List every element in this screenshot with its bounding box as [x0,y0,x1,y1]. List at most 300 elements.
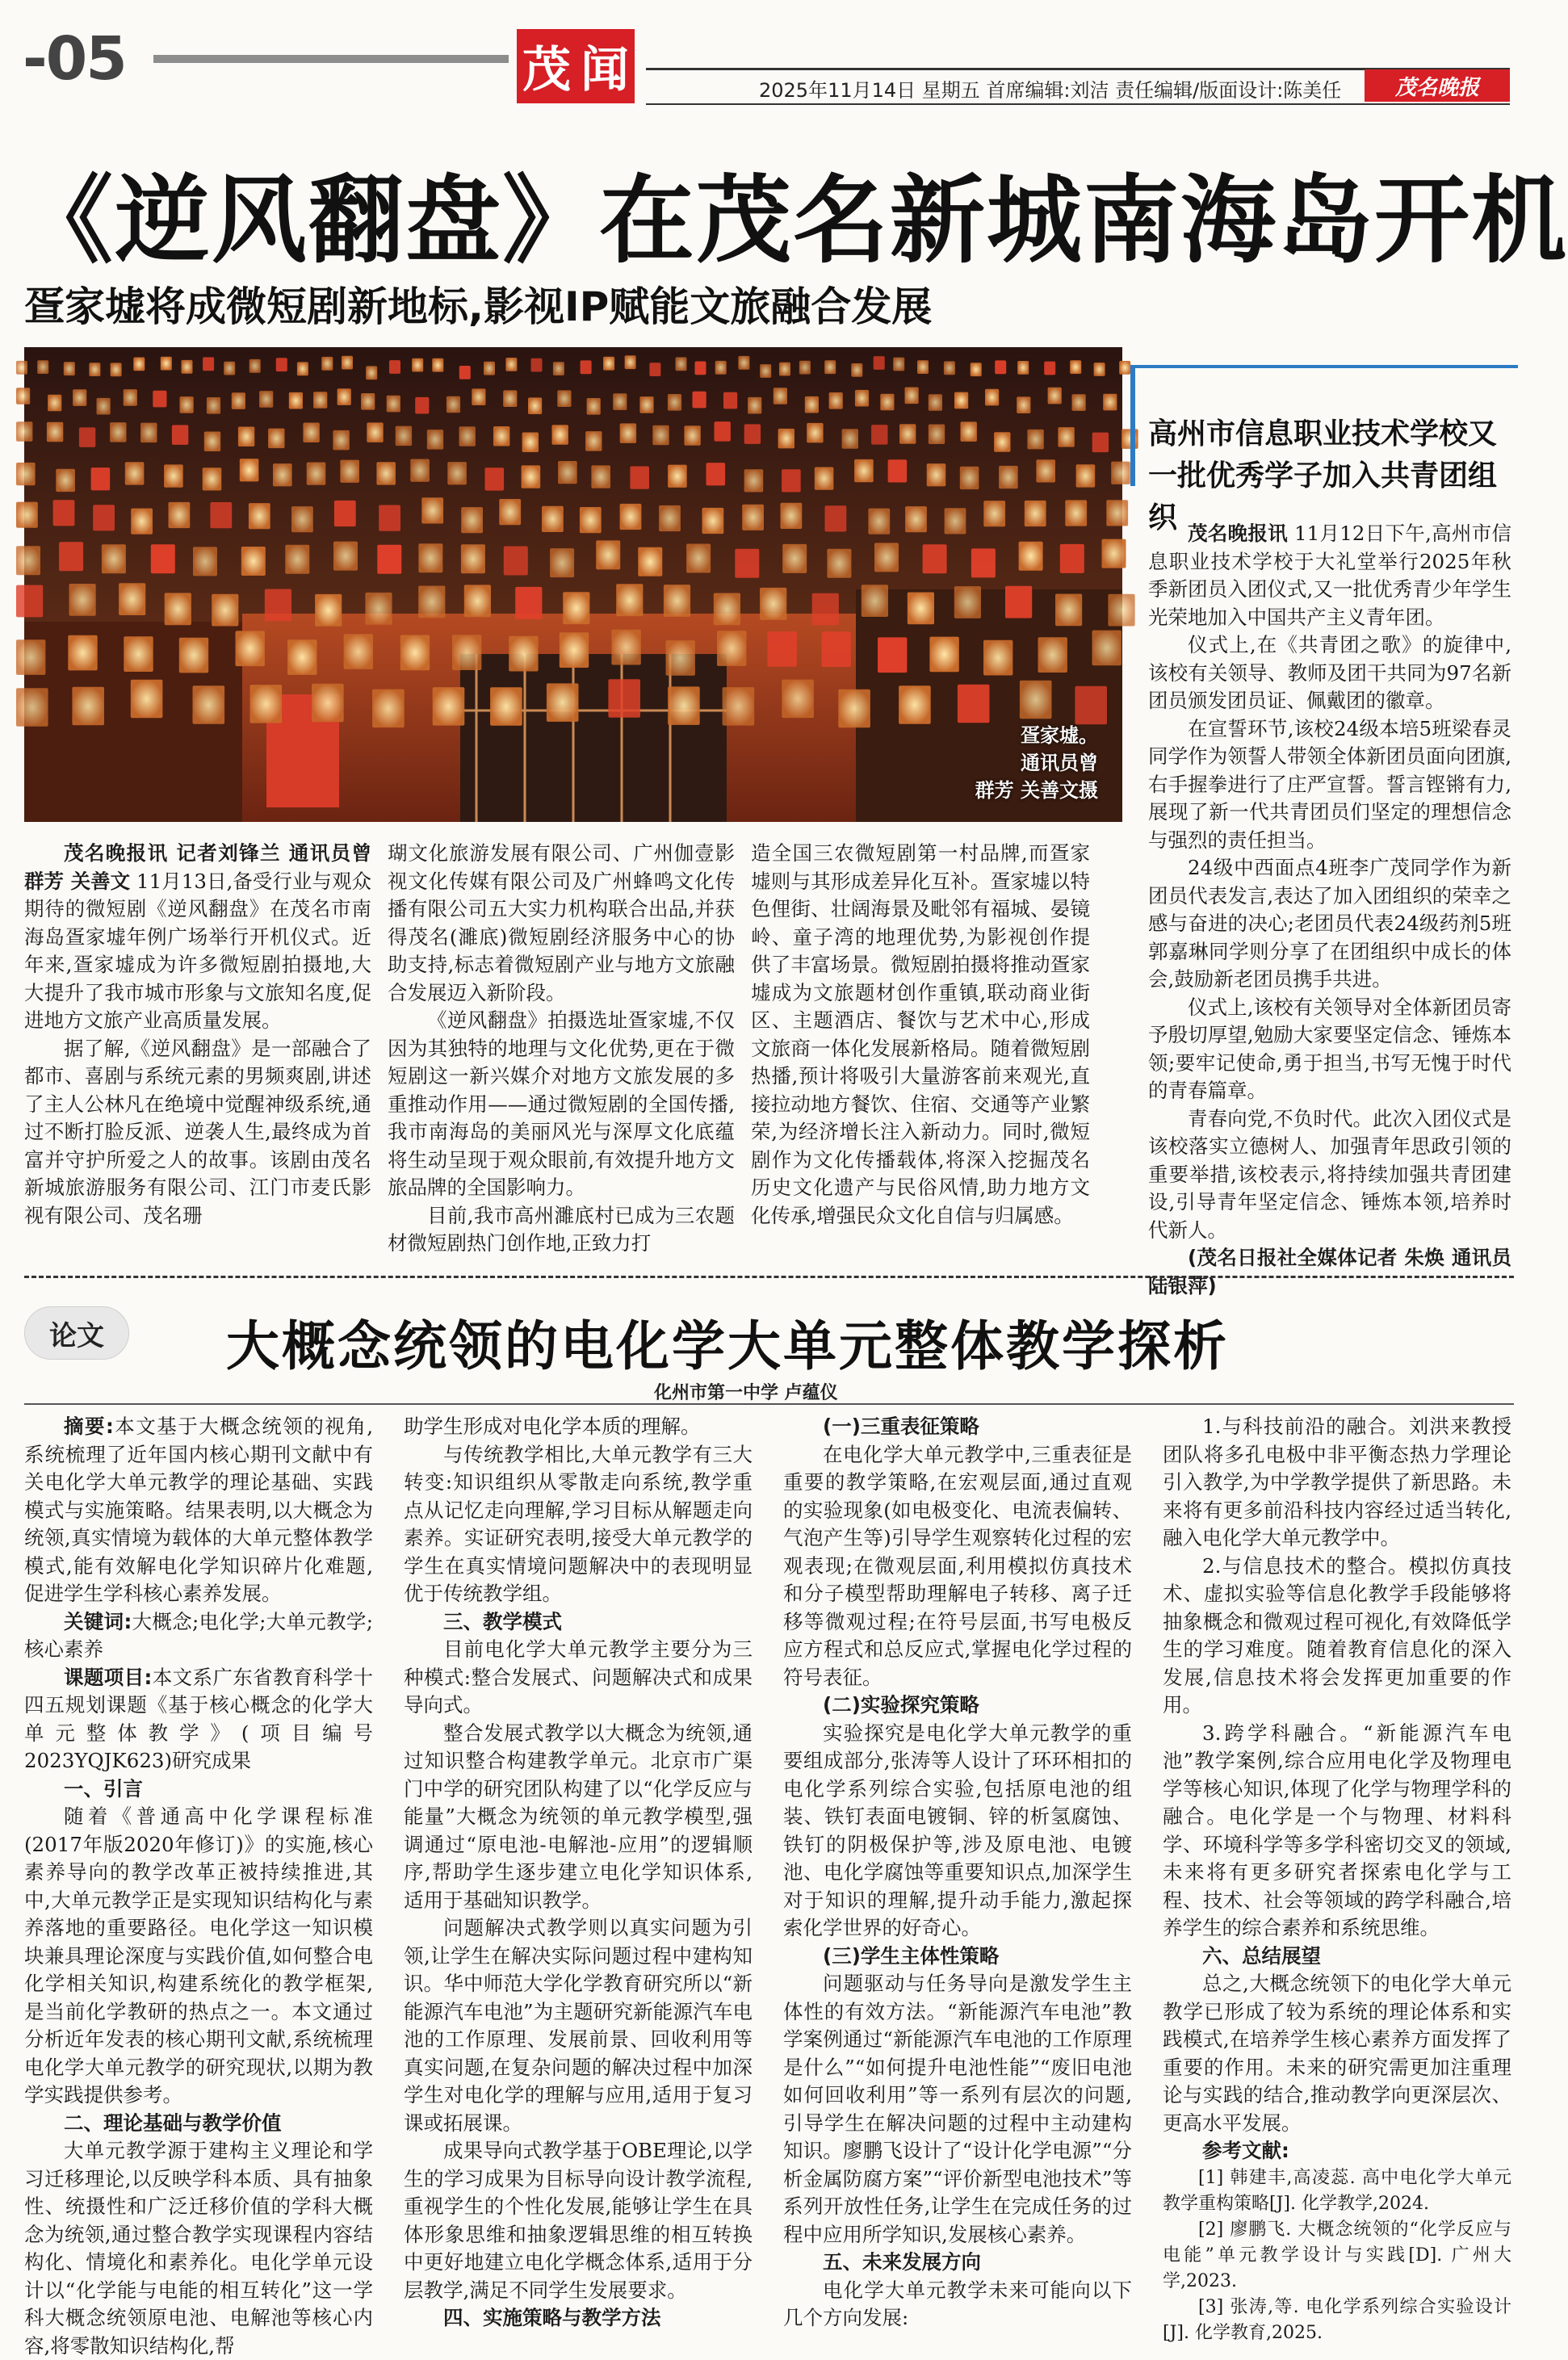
lantern-shape [927,463,946,486]
lantern-shape [1025,501,1046,526]
paper-author: 化州市第一中学 卢蕴仪 [654,1383,838,1403]
lantern-street-image [24,347,1122,822]
lantern-shape [908,593,934,625]
paper-paragraph: 随着《普通高中化学课程标准(2017年版2020年修订)》的实施,核心素养导向的教学改革正被持续推进,其中,大单元教学正是实现知识结构化与素养落地的重要路径。电化学这一知识模块兼具理论深度与实践价值,如何整合电化学相关知识,构建系统化的教学框架,是当前化学教研的热点之一。本文通过分析近年发表的核心期刊文献,系统梳理电化学大单元教学的研究现状,以期为教学实践提供参考。 [24,1805,373,2106]
lantern-shape [591,465,610,488]
lantern-shape [580,507,602,533]
lantern-shape [47,422,63,442]
lantern-shape [376,462,396,484]
lantern-shape [560,632,589,668]
section-heading: 六、总结展望 [1202,1943,1321,1968]
lantern-shape [929,637,958,673]
lantern-shape [1019,542,1043,571]
lantern-shape [16,585,43,618]
lantern-shape [715,361,727,375]
lantern-shape [165,593,191,625]
lantern-shape [400,635,430,671]
lantern-shape [603,357,614,371]
lantern-shape [558,461,577,484]
lantern-shape [742,505,764,530]
lead-paragraph: 目前,我市高州濉底村已成为三农题材微短剧热门创作地,正致力打 [388,1203,735,1255]
lantern-shape [16,502,38,528]
lantern-shape [954,586,981,618]
lantern-shape [238,427,254,447]
lantern-shape [596,540,620,569]
paper-title: 大概念统领的电化学大单元整体教学探析 [226,1315,1229,1377]
lantern-shape [232,392,245,409]
lantern-shape [410,459,430,482]
lantern-shape [899,685,931,724]
lantern-shape [421,497,443,523]
photo-caption [975,722,1098,804]
lantern-shape [1111,462,1130,484]
sidebar-headline: 高州市信息职业技术学校又一批优秀学子加入共青团组织 [1148,417,1498,534]
lantern-shape [782,469,801,492]
lantern-shape [321,357,333,371]
lantern-shape [748,397,761,414]
lead-column-2 [388,840,735,1258]
lantern-shape [1076,464,1096,487]
lantern-shape [905,506,927,532]
section-heading: 三、教学模式 [443,1609,562,1633]
lantern-shape [616,584,643,616]
paper-rule [24,1403,1514,1405]
lantern-shape [611,630,640,665]
lead-paragraph: 造全国三农微短剧第一村品牌,而疍家墟则与其形成差异化互补。疍家墟以特色俚街、壮阔海景及毗邻有福城、晏镜岭、童子湾的地理优势,为影视创作提供了丰富场景。微短剧拍摄将推动疍家墟成为文旅题材创作重镇,联动商业街区、主题酒店、餐饮与艺术中心,形成文旅商一体化发展新格局。随着微短剧热播,预计将吸引大量游客前来观光,直接拉动地方餐饮、住宿、交通等产业繁荣,为经济增长注入新动力。同时,微短剧作为文化传播载体,将深入挖掘茂名历史文化遗产与民俗风情,助力地方文化传承,增强民众文化自信与归属感。 [751,841,1090,1227]
lantern-shape [503,390,517,407]
lantern-shape [291,506,313,532]
lantern-shape [119,583,145,615]
reference-item: [3] 张涛,等. 电化学系列综合实验设计[J]. 化学教育,2025. [1163,2296,1511,2343]
lantern-shape [464,585,491,617]
section-tag [517,29,635,103]
paper-paragraph: 目前电化学大单元教学主要分为三种模式:整合发展式、问题解决式和成果导向式。 [404,1637,753,1717]
lantern-shape [337,388,351,405]
paper-paragraph: 整合发展式教学以大概念为统领,通过知识整合构建教学单元。北京市广渠门中学的研究团队构建了以“化学反应与能量”大概念为统领的单元教学模型,强调通过“原电池-电解池-应用”的逻辑顺序,帮助学生逐步建立电化学知识体系,适用于基础知识教学。 [404,1721,753,1912]
lead-paragraph: 据了解,《逆风翻盘》是一部融合了都市、喜剧与系统元素的男频爽剧,讲述了主人公林凡在绝境中觉醒神级系统,通过不断打脸反派、逆袭人生,最终成为首富并守护所爱之人的故事。该剧由茂名新城旅游服务有限公司、江门市麦氏影视有限公司、茂名珊 [24,1036,371,1227]
lantern-shape [485,467,505,490]
lantern-shape [888,459,908,482]
sidebar-paragraph: 24级中西面点4班李广茂同学作为新团员代表发言,表达了加入团组织的荣幸之感与奋进的决心;老团员代表24级药剂5班郭嘉琳同学则分享了在团组织中成长的体会,鼓励新老团员携手共进。 [1148,856,1511,991]
lantern-shape [531,358,543,372]
lantern-shape [706,463,726,485]
abstract-label: 摘要: [64,1415,114,1438]
lantern-shape [361,393,375,410]
lantern-shape [16,639,45,675]
lantern-shape [236,631,265,666]
sidebar-story [1130,365,1518,1297]
sidebar-body [1148,520,1511,1300]
lantern-shape [684,425,700,446]
lantern-shape [432,358,443,372]
project-text: 本文系广东省教育科学十四五规划课题《基于核心概念的化学大单元整体教学》(项目编号2023YQJK623)研究成果 [24,1665,373,1772]
lantern-shape [447,396,460,413]
lantern-shape [110,422,126,442]
photo-caption-line: 通讯员曾 [1021,752,1098,774]
sidebar-byline: 茂名晚报讯 [1188,522,1288,545]
lead-photo [24,347,1122,822]
lantern-shape [333,542,358,571]
lantern-shape [313,392,327,409]
lantern-shape [547,683,579,722]
lantern-shape [905,388,919,405]
section-tag-char: 茂 [522,42,571,99]
lantern-shape [1020,681,1052,719]
lantern-shape [1094,363,1105,376]
lantern-shape [960,467,979,489]
lantern-shape [666,640,695,676]
lantern-shape [1106,500,1128,526]
lantern-shape [587,398,601,415]
lantern-shape [838,690,870,728]
lantern-shape [528,397,542,414]
lantern-shape [249,503,270,529]
lantern-shape [379,505,400,531]
lantern-shape [259,391,273,408]
lantern-shape [334,501,356,526]
lantern-shape [377,545,401,574]
lantern-shape [212,594,238,627]
lantern-shape [1055,594,1082,627]
lead-headline: 《逆风翻盘》在茂名新城南海岛开机 [18,165,1568,276]
lantern-shape [1017,361,1029,375]
sidebar-paragraph: 仪式上,该校有关领导对全体新团员寄予殷切厚望,勉励大家要坚定信念、锤炼本领;要牢记使命,勇于担当,书写无愧于时代的青春篇章。 [1148,995,1511,1102]
lantern-shape [1119,361,1130,375]
lantern-shape [807,423,823,443]
lantern-shape [827,549,851,578]
lantern-shape [93,505,115,530]
lantern-shape [563,592,589,624]
lantern-shape [203,467,222,490]
lantern-shape [822,631,851,667]
lantern-shape [824,360,836,374]
lantern-shape [649,363,660,376]
paper-column-1 [24,1413,373,2360]
sidebar-paragraph: 青春向党,不负时代。此次入团仪式是该校落实立德树人、加强青年思政引领的重要举措,该校表示,将持续加强共青团建设,引导青年坚定信念、锤炼本领,培养时代新人。 [1148,1106,1511,1242]
lantern-shape [630,467,649,489]
lantern-shape [945,508,966,534]
lantern-shape [954,392,968,409]
lantern-shape [613,393,627,410]
lantern-shape [153,391,166,408]
lantern-shape [695,362,706,375]
lantern-shape [169,502,191,528]
lantern-shape [16,388,30,405]
lantern-shape [16,688,48,727]
reference-item: [2] 廖鹏飞. 大概念统领的“化学反应与电能”单元教学设计与实践[D]. 广州大学,2023. [1163,2219,1511,2291]
lantern-shape [944,361,955,375]
lantern-shape [193,685,225,724]
lantern-shape [958,685,990,723]
paper-paragraph: 问题驱动与任务导向是激发学生主体性的有效方法。“新能源汽车电池”教学案例通过“新能源汽车电池的工作原理是什么”“如何提升电池性能”“废旧电池如何回收利用”等一系列有层次的问题,引导学生在解决问题的过程中主动建构知识。廖鹏飞设计了“设计化学电源”“分析金属防腐方案”“评价新型电池技术”等系列开放性任务,让学生在完成任务的过程中应用所学知识,发展核心素养。 [783,1972,1132,2246]
lantern-shape [315,594,342,627]
lantern-shape [815,467,834,490]
lantern-shape [342,356,353,370]
lantern-shape [782,544,807,573]
lantern-shape [995,360,1006,374]
lantern-shape [812,593,839,626]
lantern-shape [53,500,75,526]
lantern-shape [1044,362,1055,375]
lantern-shape [999,466,1018,488]
lantern-shape [461,544,485,573]
lantern-shape [418,586,445,618]
lantern-shape [365,593,392,625]
sidebar-paragraph: 11月12日下午,高州市信息职业技术学校于大礼堂举行2025年秋季新团员入团仪式,又一批优秀青少年学生光荣地加入中国共产主义青年团。 [1148,522,1511,629]
lantern-shape [433,687,465,726]
lantern-shape [124,389,137,406]
lantern-shape [48,395,61,412]
lantern-shape [855,390,869,407]
lantern-shape [723,687,755,726]
section-heading: 二、理论基础与教学价值 [64,2111,282,2135]
masthead-rule [153,55,509,63]
lantern-shape [1065,500,1087,526]
lantern-shape [16,463,36,485]
lantern-shape [760,588,786,620]
lantern-shape [668,394,681,411]
lantern-shape [1036,459,1055,482]
lantern-shape [472,388,485,405]
lantern-shape [878,637,907,673]
section-separator [24,1276,1514,1278]
lantern-shape [899,424,916,444]
lantern-shape [1092,631,1121,666]
lantern-shape [72,687,104,726]
lantern-shape [182,360,193,374]
lantern-shape [396,426,412,446]
lantern-shape [715,421,731,442]
lantern-shape [1058,427,1074,447]
lantern-shape [151,544,175,573]
lantern-shape [1092,433,1109,453]
lantern-shape [312,684,344,723]
lantern-shape [874,543,899,572]
sidebar-paragraph: 仪式上,在《共青团之歌》的旋律中,该校有关领导、教师及团干共同为97名新团员颁发团员证、佩戴团的徽章。 [1148,633,1511,712]
lantern-shape [799,361,811,375]
lantern-shape [91,467,111,490]
lantern-shape [415,397,429,414]
paper-paragraph: 2.与信息技术的整合。模拟仿真技术、虚拟实验等信息化教学手段能够将抽象概念和微观过程可视化,有效降低学生的学习难度。随着教育信息化的深入发展,信息技术将会发挥更加重要的作用。 [1163,1553,1511,1717]
photo-caption-line: 疍家墟。 [1021,724,1098,747]
lantern-shape [702,508,724,534]
lantern-shape [659,505,681,531]
lantern-shape [241,547,266,576]
lantern-shape [164,464,183,487]
lantern-shape [250,685,283,723]
lantern-shape [723,392,737,409]
lantern-shape [16,421,32,442]
lantern-shape [868,509,890,534]
lantern-shape [1070,360,1081,374]
lantern-shape [412,358,423,372]
lantern-shape [774,388,787,405]
lantern-shape [829,392,843,409]
lantern-shape [367,422,383,442]
lantern-shape [193,547,217,576]
paper-paragraph: 1.与科技前沿的融合。刘洪来教授团队将多孔电极中非平衡态热力学理论引入教学,为中学教学提供了新思路。未来将有更多前沿科技内容经过适当转化,融入电化学大单元教学中。 [1163,1415,1511,1549]
lantern-shape [333,430,349,451]
lantern-shape [760,364,771,378]
lead-subhead: 疍家墟将成微短剧新地标,影视IP赋能文旅融合发展 [24,283,933,330]
lantern-shape [825,505,847,531]
lantern-shape [552,425,568,445]
lantern-shape [37,360,48,374]
lantern-shape [983,501,1005,526]
lantern-shape [768,631,797,667]
lantern-shape [893,358,904,371]
lantern-shape [505,358,517,371]
lantern-shape [140,423,157,443]
lantern-shape [366,366,377,379]
paper-paragraph: 总之,大概念统领下的电化学大单元教学已形成了较为系统的理论体系和实践模式,在培养学生核心素养方面发挥了重要的作用。未来的研究需更加注重理论与实践的结合,推动教学向更深层次、更高水平发展。 [1163,1972,1511,2135]
lantern-shape [842,429,858,449]
lantern-shape [490,687,522,726]
section-heading: 四、实施策略与教学方法 [443,2306,661,2329]
lantern-shape [1060,544,1084,573]
lantern-shape [542,506,564,532]
lantern-shape [389,360,400,374]
lantern-shape [1038,637,1067,673]
keywords-text: 大概念;电化学;大单元教学;核心素养 [24,1609,373,1661]
lantern-shape [59,542,83,571]
lantern-shape [781,503,803,529]
lantern-shape [102,544,126,573]
lead-byline: 茂名晚报讯 记者刘锋兰 通讯员曾群芳 关善文 [24,841,371,893]
lantern-shape [639,396,653,413]
lantern-shape [1075,686,1107,725]
lantern-shape [620,504,642,530]
lantern-shape [69,584,96,616]
lantern-shape [862,585,888,617]
lantern-shape [161,357,172,371]
lantern-shape [1072,394,1086,411]
lantern-shape [805,396,819,413]
lantern-shape [557,390,571,407]
paper-paragraph: 与传统教学相比,大单元教学有三大转变:知识组织从零散走向系统,教学重点从记忆走向理解,学习目标从解题走向素养。实证研究表明,接受大单元教学的学生在真实情境问题解决中的表现明显优于传统教学组。 [404,1442,753,1605]
newspaper-logo: 茂名晚报 [1365,69,1510,102]
lantern-shape [1102,539,1126,568]
lantern-shape [509,636,538,672]
lantern-shape [744,424,761,444]
lantern-shape [1048,388,1062,405]
lantern-shape [778,429,794,449]
lantern-shape [851,363,862,377]
lantern-shape [961,421,977,442]
lantern-shape [985,389,999,406]
reference-item: [1] 韩建丰,高凌蕊. 高中电化学大单元教学重构策略[J]. 化学教学,2024. [1163,2167,1511,2214]
paper-column-4 [1163,1413,1511,2346]
project-label: 课题项目: [64,1665,153,1689]
lantern-shape [522,465,541,488]
page-number: -05 [23,24,126,94]
lantern-shape [224,362,235,375]
lantern-shape [625,355,636,369]
lantern-shape [504,547,528,576]
lantern-shape [871,425,887,445]
lantern-shape [738,356,749,370]
lantern-shape [452,635,481,670]
paper-paragraph: 成果导向式教学基于OBE理论,以学生的学习成果为目标导向设计教学流程,重视学生的个性化发展,能够让学生在具体形象思维和抽象逻辑思维的相互转换中更好地建立电化学概念体系,适用于分层教学,满足不同学生发展要求。 [404,2139,753,2302]
lantern-shape [971,548,996,577]
lantern-shape [125,462,145,484]
lantern-shape [180,396,194,413]
subsection-heading: (三)学生主体性策略 [823,1943,1000,1968]
lantern-shape [522,433,539,453]
lantern-shape [493,426,509,446]
sidebar-rule [1130,365,1518,368]
lantern-shape [668,686,700,725]
lantern-shape [273,463,292,486]
lantern-shape [664,585,690,617]
lantern-shape [64,362,75,375]
sidebar-credit: (茂名日报社全媒体记者 朱焕 通讯员 陆银萍) [1148,1246,1511,1297]
lantern-shape [676,357,687,371]
lantern-shape [131,509,153,534]
lantern-shape [68,635,97,671]
paper-paragraph: 3.跨学科融合。“新能源汽车电池”教学案例,综合应用电化学及物理电学等核心知识,体现了化学与物理学科的融合。电化学是一个与物理、材料科学、环境科学等多学科密切交叉的领域,未来将有更多研究者探索电化学与工程、技术、社会等领域的跨学科融合,培养学生的综合素养和系统思维。 [1163,1721,1511,1939]
lantern-shape [207,397,220,414]
lantern-shape [1103,394,1117,411]
lantern-shape [56,469,75,492]
lantern-shape [387,396,400,413]
paper-column-2 [404,1413,753,2333]
lantern-shape [620,423,636,443]
lantern-shape [447,462,467,484]
lantern-shape [779,363,790,376]
paper-paragraph: 电化学大单元教学未来可能向以下几个方向发展: [783,2278,1132,2329]
lantern-shape [714,593,740,626]
lantern-shape [287,639,317,675]
keywords-label: 关键词: [64,1609,132,1633]
subsection-heading: (二)实验探究策略 [823,1693,979,1717]
lantern-shape [971,363,982,376]
lantern-shape [550,548,574,577]
lantern-shape [307,463,326,485]
lantern-shape [668,465,687,488]
lantern-shape [553,362,564,375]
lantern-shape [276,358,287,371]
lantern-shape [581,360,592,374]
lantern-shape [372,690,405,728]
lantern-shape [289,392,303,409]
lantern-shape [203,357,214,371]
lantern-shape [515,587,542,619]
lantern-shape [717,631,746,666]
lantern-shape [73,389,86,406]
lantern-shape [608,679,640,718]
subsection-heading: (一)三重表征策略 [823,1415,979,1438]
sidebar-accent [1130,365,1135,486]
lantern-shape [79,427,95,447]
lantern-shape [172,425,188,445]
lantern-shape [929,394,942,411]
lantern-shape [427,430,443,450]
lantern-shape [265,589,291,622]
issue-meta: 2025年11月14日 星期五 首席编辑:刘洁 责任编辑/版面设计:陈美任 [759,79,1342,102]
lantern-shape [652,425,669,446]
lantern-shape [210,502,232,528]
lantern-shape [303,423,319,443]
lantern-shape [923,544,947,573]
lantern-shape [204,432,220,452]
lantern-shape [917,360,929,374]
sidebar-paragraph: 在宣誓环节,该校24级本培5班梁春灵同学作为领誓人带领全体新团员面向团旗,右手握拳进行了庄严宣誓。誓言铿锵有力,展现了新一代共青团员们坚定的理想信念与强烈的责任担当。 [1148,716,1511,852]
lantern-shape [686,544,711,573]
paper-paragraph: 在电化学大单元教学中,三重表征是重要的教学策略,在宏观层面,通过直观的实验现象(如电极变化、电流表偏转、气泡产生等)引导学生观察转化过程的宏观表现;在微观层面,利用模拟仿真技术和分子模型帮助理解电子转移、离子迁移等微观过程;在符号层面,书写电极反应方程式和总反应式,掌握电化学过程的符号表征。 [783,1442,1132,1689]
references-heading: 参考文献: [1202,2139,1289,2162]
lantern-shape [97,398,111,415]
